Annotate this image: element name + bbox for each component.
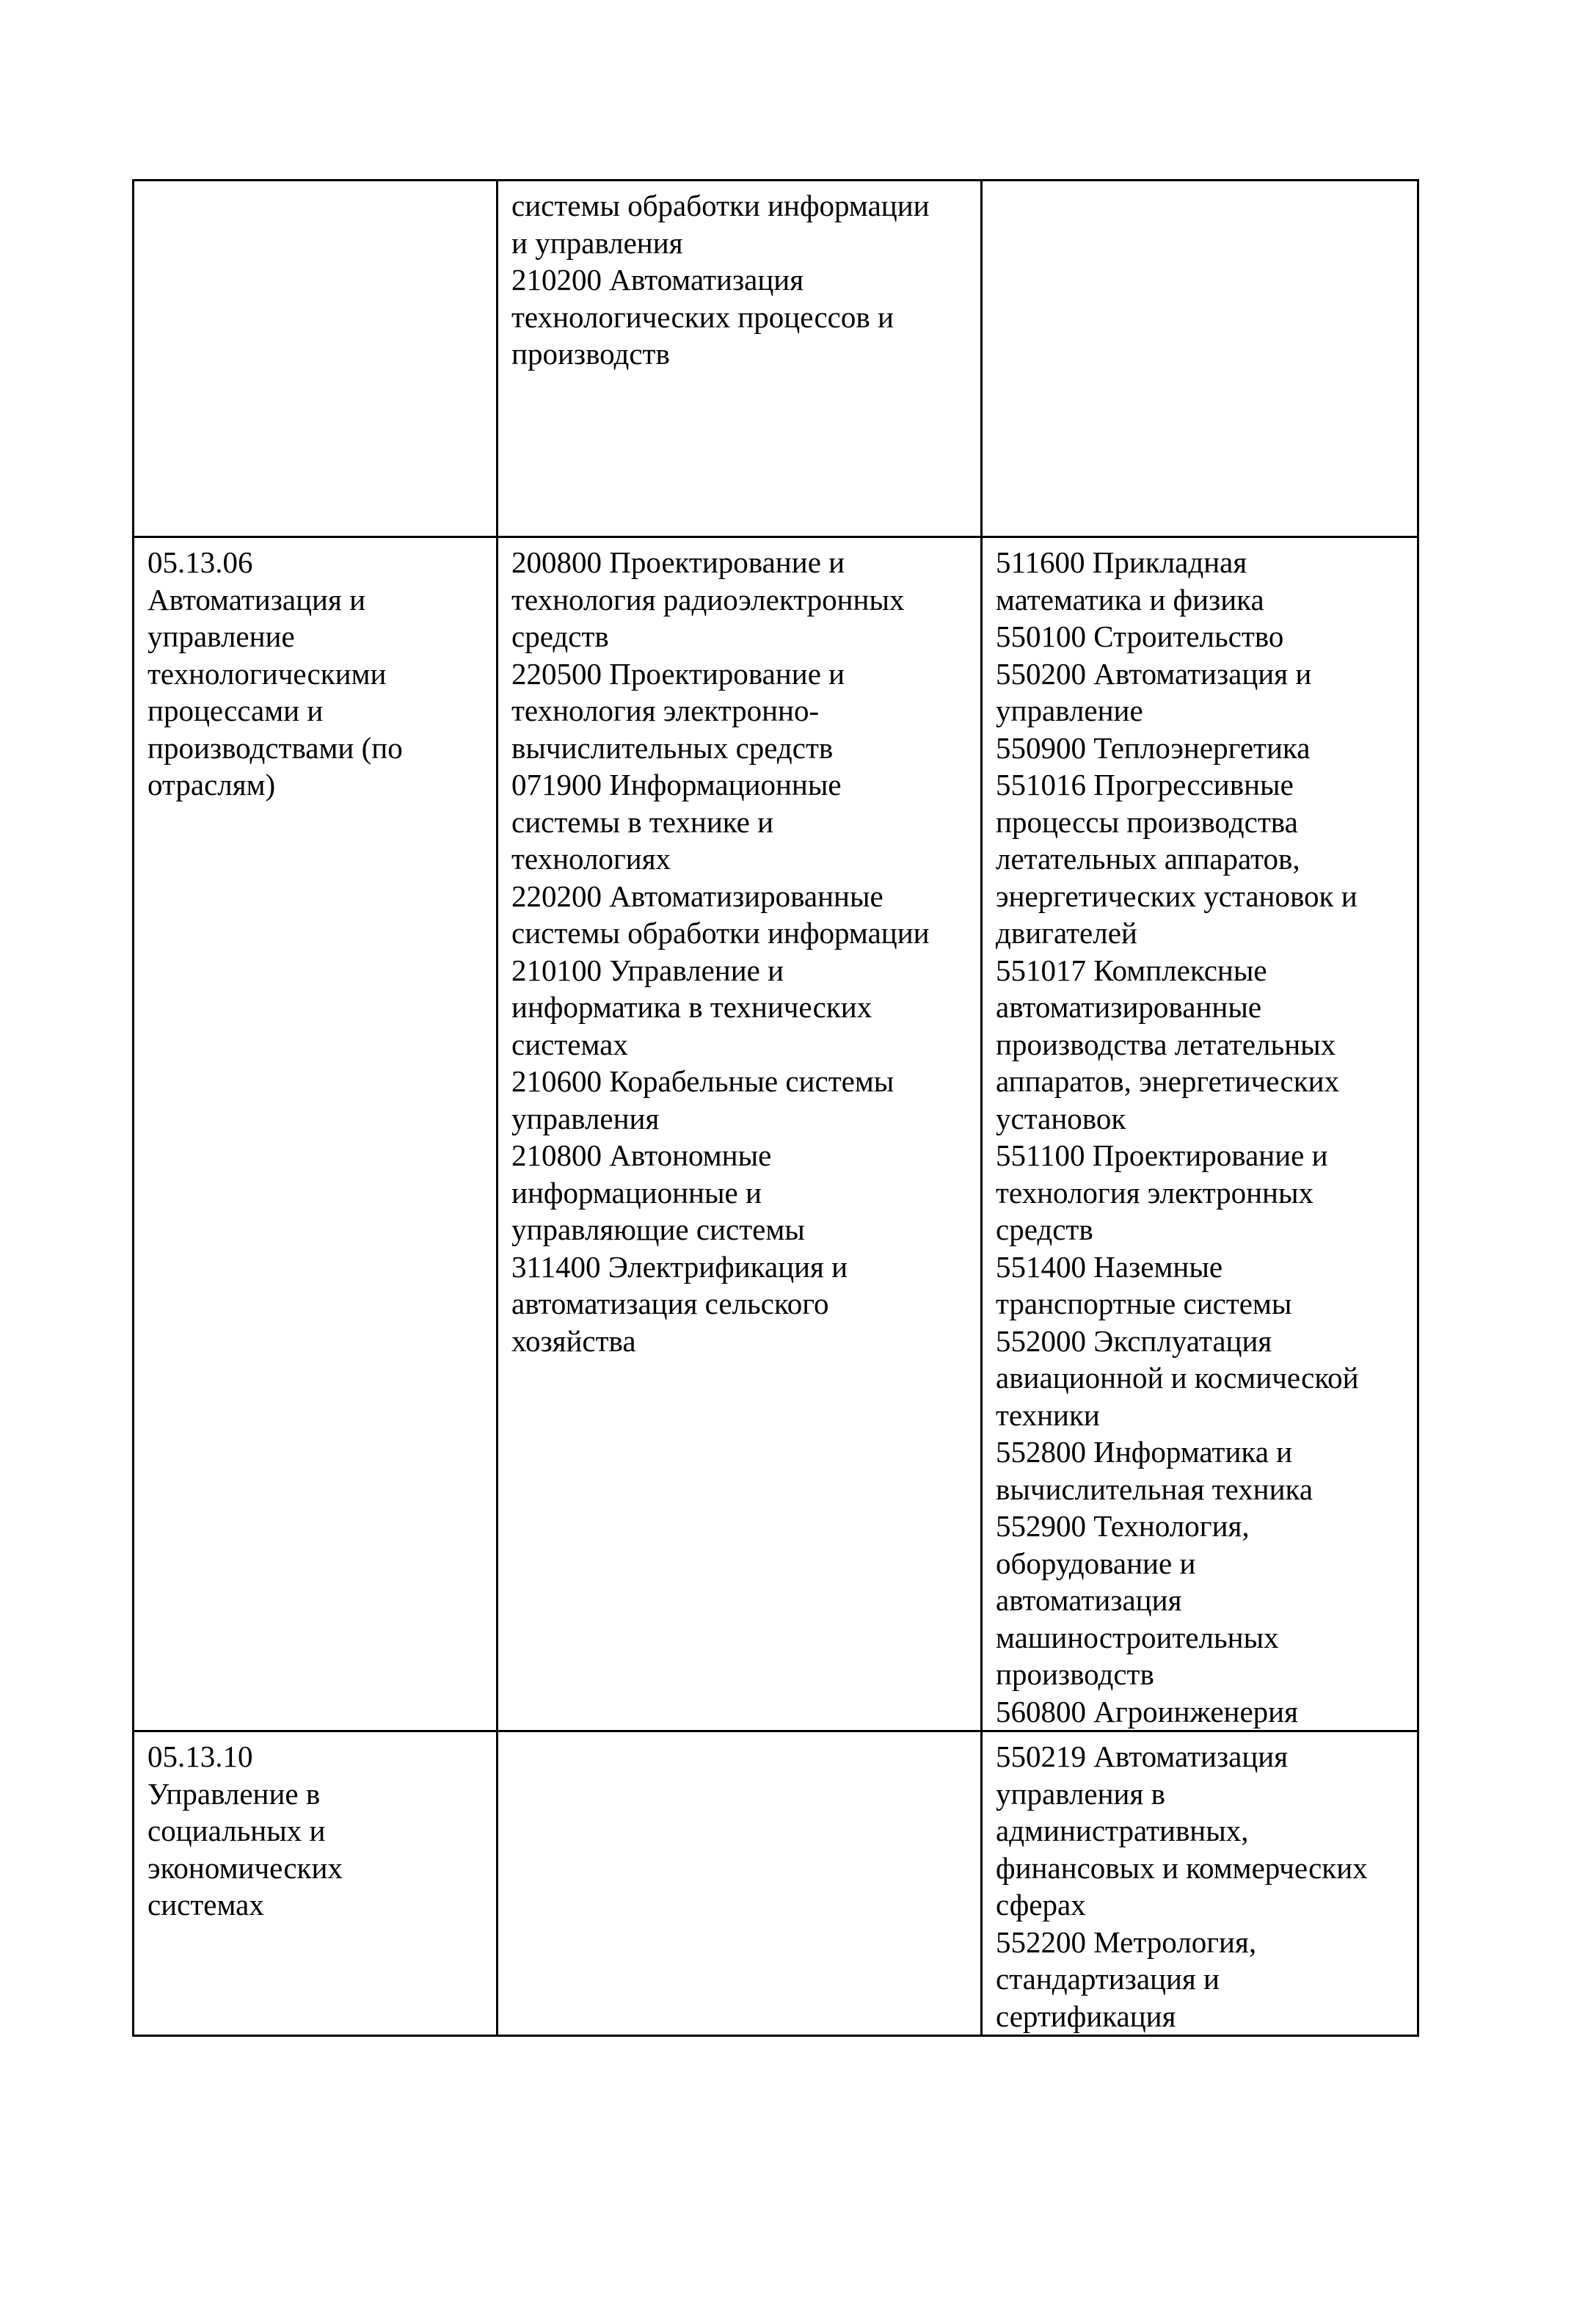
cell-text-line: 551016 Прогрессивные [996,768,1294,801]
cell-text-line: автоматизированные [996,990,1262,1024]
cell-text-line: оборудование и [996,1546,1196,1580]
cell-text-line: технологических процессов и [511,299,894,334]
cell-text-line: управление [996,694,1143,727]
cell-text-line: системы обработки информации [511,916,930,950]
cell-text-line: техники [996,1397,1100,1432]
cell-text-line: управления в [996,1776,1165,1811]
cell-text-line: 551100 Проектирование и [996,1138,1328,1172]
cell-text-line: средств [996,1213,1093,1246]
cell-text-line: сферах [996,1888,1086,1922]
cell-text-line: технологиях [511,842,671,876]
cell-text-line: информационные и [511,1175,762,1210]
cell-text-line: математика и физика [996,582,1264,617]
cell-text-line: административных, [996,1814,1249,1847]
table-row [134,1731,1418,2036]
cell-text-line: производства летательных [996,1027,1336,1061]
table-row [134,181,1418,537]
cell-text-line: автоматизация [996,1583,1182,1617]
cell-text-line: технологическими [147,656,387,691]
specialty-code-cell [134,537,498,1731]
cell-text-line: 210200 Автоматизация [511,263,804,297]
cell-text-line: производств [511,337,670,371]
cell-text-line: отраслям) [147,768,276,801]
cell-text-line: технология электронных [996,1175,1314,1210]
cell-text-line: управляющие системы [511,1213,805,1246]
cell-text-line: аппаратов, энергетических [996,1064,1340,1098]
cell-text-line: стандартизация и [996,1962,1220,1996]
cell-text-line: машиностроительных [996,1620,1279,1654]
related-specialties-cell [498,1731,982,2036]
cell-text-line: 220200 Автоматизированные [511,879,883,913]
cell-text-line: авиационной и космической [996,1361,1359,1395]
specialty-code-cell [134,1731,498,2036]
cell-text-line: 071900 Информационные [511,768,842,801]
directions-cell [982,1731,1418,2036]
cell-text-line: процессами и [147,694,324,727]
cell-text-line: 210600 Корабельные системы [511,1064,894,1098]
cell-text-line: вычислительная техника [996,1472,1313,1506]
specialties-table [132,179,1419,2037]
cell-text-line: 210100 Управление и [511,953,784,987]
cell-text-line: сертификация [996,1999,1176,2033]
cell-text-line: социальных и [147,1814,326,1847]
cell-text-line: 552000 Эксплуатация [996,1323,1272,1358]
cell-text-line: 550200 Автоматизация и [996,656,1312,691]
directions-cell [982,181,1418,537]
cell-text-line: 220500 Проектирование и [511,656,845,691]
related-specialties-cell [498,181,982,537]
cell-text-line: системах [511,1027,628,1061]
cell-text-line: 550900 Теплоэнергетика [996,730,1311,765]
cell-text-line: системы в технике и [511,804,774,839]
cell-text-line: производств [996,1657,1154,1691]
cell-text-line: 05.13.06 [147,545,253,579]
cell-text-line: процессы производства [996,804,1298,839]
cell-text-line: и управления [511,225,683,260]
cell-text-line: хозяйства [511,1323,636,1358]
cell-text-line: средств [511,619,609,653]
cell-text-line: управление [147,619,295,653]
cell-text-line: двигателей [996,916,1137,950]
cell-text-line: финансовых и коммерческих [996,1850,1368,1885]
cell-text-line: 05.13.10 [147,1740,253,1773]
cell-text-line: 550100 Строительство [996,619,1284,653]
related-specialties-cell [498,537,982,1731]
cell-text-line: 551017 Комплексные [996,953,1267,987]
cell-text-line: управления [511,1101,660,1135]
cell-text-line: технология радиоэлектронных [511,582,905,617]
cell-text-line: установок [996,1101,1126,1135]
cell-text-line: автоматизация сельского [511,1287,829,1320]
cell-text-line: экономических [147,1850,343,1885]
cell-text-line: 560800 Агроинженерия [996,1694,1298,1728]
cell-text-line: Автоматизация и [147,582,366,617]
cell-text-line: Управление в [147,1776,321,1811]
cell-text-line: технология электронно- [511,694,820,727]
cell-text-line: информатика в технических [511,990,872,1024]
cell-text-line: 552800 Информатика и [996,1435,1293,1469]
cell-text-line: 311400 Электрификация и [511,1249,848,1284]
directions-cell [982,537,1418,1731]
specialty-code-cell [134,181,498,537]
cell-text-line: транспортные системы [996,1287,1292,1320]
cell-text-line: производствами (по [147,730,403,765]
cell-text-line: энергетических установок и [996,879,1358,913]
cell-text-line: летательных аппаратов, [996,842,1300,876]
cell-text-line: 552900 Технология, [996,1509,1250,1543]
cell-text-line: 551400 Наземные [996,1249,1223,1284]
cell-text-line: 550219 Автоматизация [996,1740,1289,1773]
cell-text-line: 552200 Метрология, [996,1924,1257,1959]
cell-text-line: 511600 Прикладная [996,545,1247,579]
cell-text-line: вычислительных средств [511,730,834,765]
cell-text-line: системах [147,1888,264,1922]
cell-text-line: системы обработки информации [511,189,930,222]
cell-text-line: 200800 Проектирование и [511,545,845,579]
cell-text-line: 210800 Автономные [511,1138,772,1172]
table-row [134,537,1418,1731]
